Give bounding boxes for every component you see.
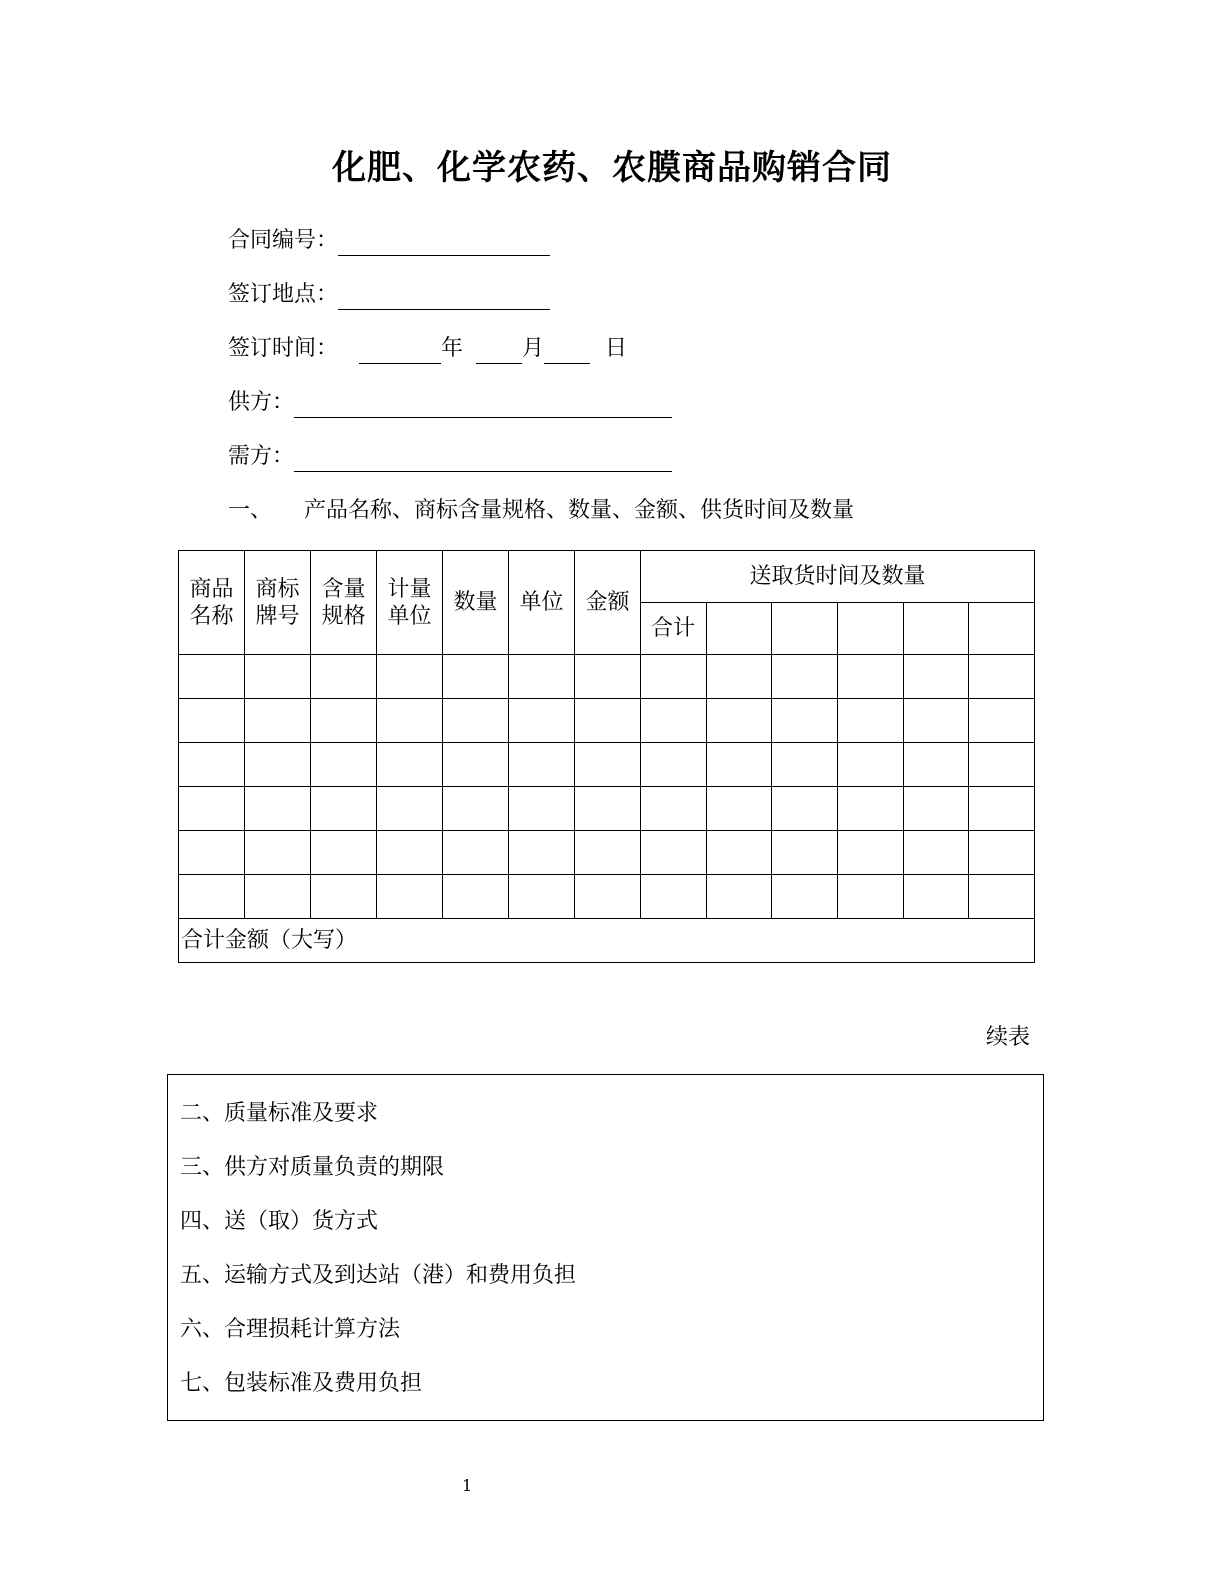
supplier-blank[interactable]: [294, 395, 672, 418]
contract-number-field: [228, 226, 550, 256]
table-cell[interactable]: [575, 787, 641, 831]
table-cell[interactable]: [772, 743, 838, 787]
table-cell[interactable]: [641, 875, 707, 919]
month-label: 月: [522, 336, 545, 361]
header-unit: 单位: [509, 551, 575, 655]
table-cell[interactable]: [707, 655, 772, 699]
table-cell[interactable]: [969, 875, 1035, 919]
table-cell[interactable]: [443, 875, 509, 919]
table-cell[interactable]: [575, 655, 641, 699]
table-cell[interactable]: [311, 655, 377, 699]
table-cell[interactable]: [904, 655, 969, 699]
table-cell[interactable]: [772, 875, 838, 919]
sign-place-field: [228, 280, 550, 310]
table-cell[interactable]: [245, 875, 311, 919]
month-blank[interactable]: [476, 341, 522, 364]
table-cell[interactable]: [969, 655, 1035, 699]
table-cell[interactable]: [509, 655, 575, 699]
table-row: [179, 655, 1035, 699]
goods-table: [178, 550, 1035, 963]
header-spec: 含量规格: [311, 551, 377, 655]
header-product-name: 商品名称: [179, 551, 245, 655]
table-cell[interactable]: [838, 655, 904, 699]
table-cell[interactable]: [311, 743, 377, 787]
header-delivery: 送取货时间及数量: [641, 551, 1035, 603]
supplier-field: [228, 388, 672, 418]
table-cell[interactable]: [377, 787, 443, 831]
table-cell[interactable]: [377, 699, 443, 743]
table-cell[interactable]: [443, 655, 509, 699]
section-1-text: 产品名称、商标含量规格、数量、金额、供货时间及数量: [304, 498, 855, 523]
table-row: [179, 787, 1035, 831]
table-cell[interactable]: [838, 743, 904, 787]
table-cell[interactable]: [641, 787, 707, 831]
table-cell[interactable]: [377, 875, 443, 919]
table-cell[interactable]: [904, 875, 969, 919]
contract-number-blank[interactable]: [338, 233, 550, 256]
total-amount-label: 合计金额（大写）: [179, 919, 1035, 963]
table-cell[interactable]: [641, 831, 707, 875]
table-cell[interactable]: [509, 831, 575, 875]
header-brand: 商标牌号: [245, 551, 311, 655]
section-6-heading: 六、合理损耗计算方法: [180, 1317, 401, 1342]
header-delivery-col: [707, 603, 772, 655]
page-number: 1: [462, 1476, 473, 1495]
table-cell[interactable]: [245, 787, 311, 831]
table-cell[interactable]: [509, 875, 575, 919]
header-amount: 金额: [575, 551, 641, 655]
table-cell[interactable]: [377, 655, 443, 699]
buyer-field: [228, 442, 672, 472]
table-cell[interactable]: [641, 699, 707, 743]
sign-time-label: 签订时间：: [228, 336, 339, 361]
table-cell[interactable]: [838, 831, 904, 875]
table-cell[interactable]: [904, 743, 969, 787]
table-cell[interactable]: [575, 699, 641, 743]
table-cell[interactable]: [969, 787, 1035, 831]
section-7-heading: 七、包装标准及费用负担: [180, 1371, 423, 1396]
year-blank[interactable]: [359, 341, 441, 364]
table-cell[interactable]: [179, 875, 245, 919]
table-cell[interactable]: [443, 787, 509, 831]
contract-number-label: 合同编号：: [228, 228, 339, 253]
table-cell[interactable]: [443, 743, 509, 787]
total-row: [179, 919, 1035, 963]
table-row: [179, 743, 1035, 787]
table-cell[interactable]: [311, 787, 377, 831]
section-5-heading: 五、运输方式及到达站（港）和费用负担: [180, 1263, 577, 1288]
table-cell[interactable]: [904, 787, 969, 831]
table-row: [179, 831, 1035, 875]
table-cell[interactable]: [311, 699, 377, 743]
table-cell[interactable]: [707, 787, 772, 831]
buyer-blank[interactable]: [294, 449, 672, 472]
table-cell[interactable]: [969, 831, 1035, 875]
table-cell[interactable]: [245, 831, 311, 875]
table-cell[interactable]: [179, 831, 245, 875]
table-cell[interactable]: [179, 699, 245, 743]
header-unit-of-measure: 计量单位: [377, 551, 443, 655]
table-cell[interactable]: [509, 699, 575, 743]
table-cell[interactable]: [179, 743, 245, 787]
table-cell[interactable]: [707, 831, 772, 875]
buyer-label: 需方：: [228, 444, 295, 469]
table-cell[interactable]: [772, 655, 838, 699]
year-label: 年: [441, 336, 464, 361]
table-cell[interactable]: [772, 787, 838, 831]
header-quantity: 数量: [443, 551, 509, 655]
table-cell[interactable]: [707, 743, 772, 787]
table-cell[interactable]: [509, 743, 575, 787]
document-title: 化肥、化学农药、农膜商品购销合同: [332, 148, 892, 188]
table-cell[interactable]: [245, 743, 311, 787]
table-cell[interactable]: [969, 699, 1035, 743]
sign-time-field: [228, 334, 627, 364]
table-cell[interactable]: [311, 831, 377, 875]
supplier-label: 供方：: [228, 390, 295, 415]
header-delivery-col: [969, 603, 1035, 655]
table-cell[interactable]: [904, 831, 969, 875]
table-cell[interactable]: [245, 655, 311, 699]
table-cell[interactable]: [179, 787, 245, 831]
table-cell[interactable]: [377, 831, 443, 875]
section-1-heading: [228, 496, 854, 526]
section-3-heading: 三、供方对质量负责的期限: [180, 1155, 445, 1180]
table-row: [179, 875, 1035, 919]
table-cell[interactable]: [838, 699, 904, 743]
table-cell[interactable]: [443, 699, 509, 743]
table-cell[interactable]: [311, 875, 377, 919]
header-delivery-col: [904, 603, 969, 655]
header-delivery-col: [772, 603, 838, 655]
table-cell[interactable]: [838, 787, 904, 831]
table-cell[interactable]: [443, 831, 509, 875]
header-delivery-col: [838, 603, 904, 655]
table-cell[interactable]: [575, 875, 641, 919]
section-1-number: 一、: [228, 498, 273, 523]
table-cell[interactable]: [575, 831, 641, 875]
table-cell[interactable]: [969, 743, 1035, 787]
table-cell[interactable]: [575, 743, 641, 787]
table-cell[interactable]: [641, 743, 707, 787]
table-cell[interactable]: [838, 875, 904, 919]
table-cell[interactable]: [245, 699, 311, 743]
section-4-heading: 四、送（取）货方式: [180, 1209, 379, 1234]
table-cell[interactable]: [377, 743, 443, 787]
table-cell[interactable]: [707, 699, 772, 743]
sign-place-blank[interactable]: [338, 287, 550, 310]
day-label: 日: [605, 336, 628, 361]
table-cell[interactable]: [772, 699, 838, 743]
table-cell[interactable]: [904, 699, 969, 743]
header-delivery-total: 合计: [641, 603, 707, 655]
table-cell[interactable]: [641, 655, 707, 699]
terms-box: [167, 1074, 1044, 1421]
continued-label: 续表: [986, 1025, 1031, 1050]
table-row: [179, 699, 1035, 743]
day-blank[interactable]: [544, 341, 590, 364]
table-cell[interactable]: [509, 787, 575, 831]
section-2-heading: 二、质量标准及要求: [180, 1101, 379, 1126]
sign-place-label: 签订地点：: [228, 282, 339, 307]
table-cell[interactable]: [179, 655, 245, 699]
table-cell[interactable]: [707, 875, 772, 919]
table-cell[interactable]: [772, 831, 838, 875]
